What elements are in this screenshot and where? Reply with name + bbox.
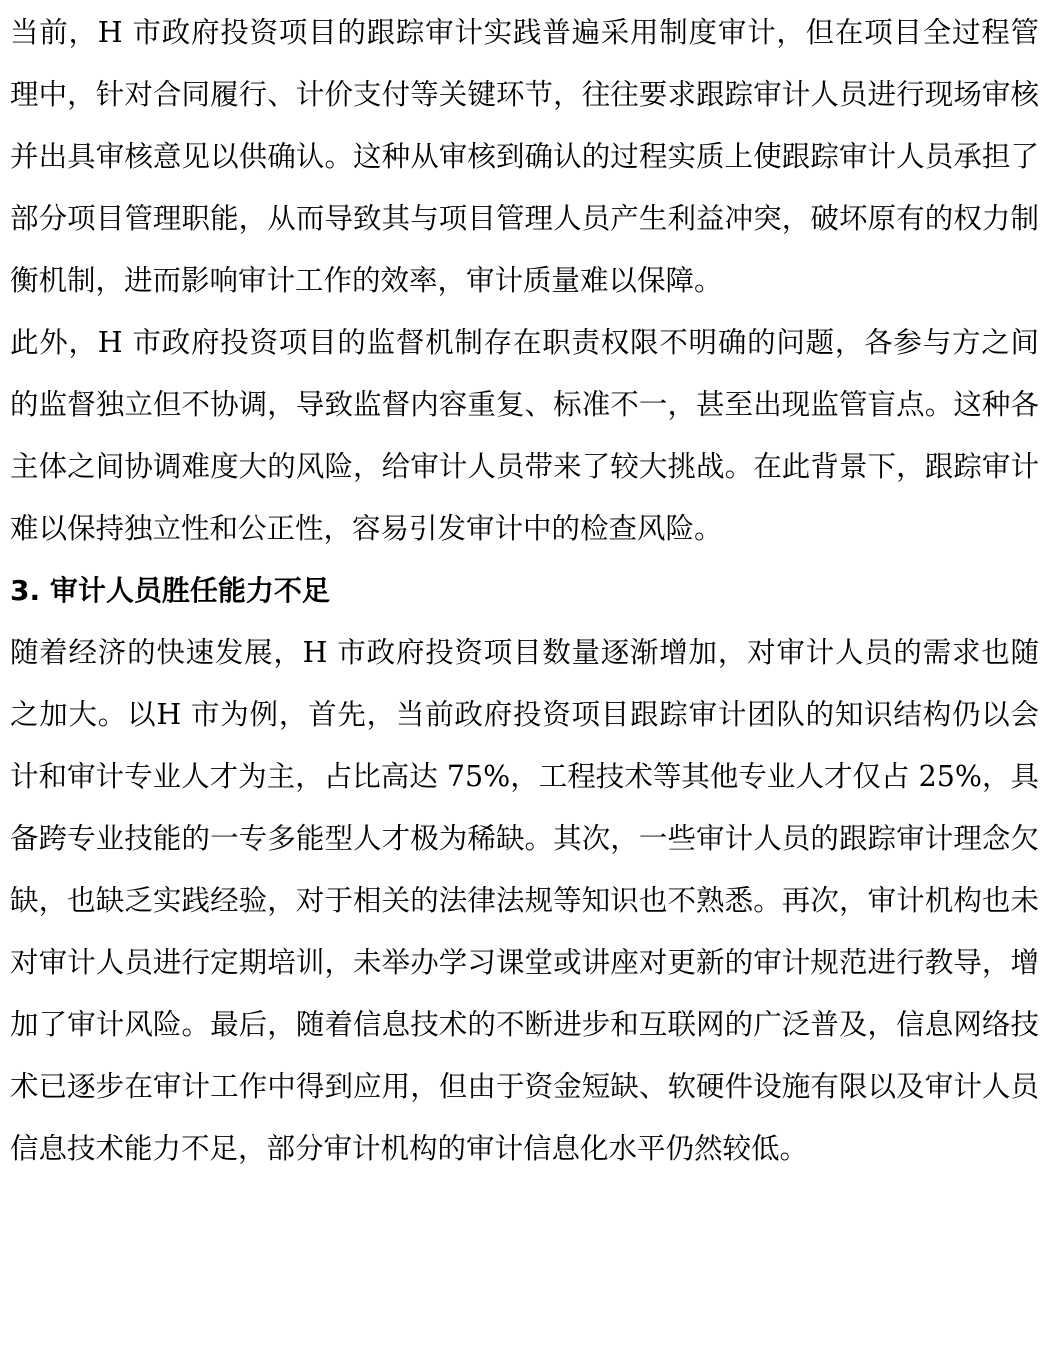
paragraph-auditor-competence: 随着经济的快速发展，H 市政府投资项目数量逐渐增加，对审计人员的需求也随之加大。以H 市为例，首先，当前政府投资项目跟踪审计团队的知识结构仍以会计和审计专业人才为主，占比高达 75%，工程技术等其他专业人才仅占 25%，具备跨专业技能的一专多能型人才极为稀缺。其次，一些审计人员的跟踪审计理念欠缺，也缺乏实践经验，对于相关的法律法规等知识也不熟悉。再次，审计机构也未对审计人员进行定期培训，未举办学习课堂或讲座对更新的审计规范进行教导，增加了审计风险。最后，随着信息技术的不断进步和互联网的广泛普及，信息网络技术已逐步在审计工作中得到应用，但由于资金短缺、软硬件设施有限以及审计人员信息技术能力不足，部分审计机构的审计信息化水平仍然较低。	[10, 636, 1039, 1165]
paragraph-supervision-mechanism: 此外，H 市政府投资项目的监督机制存在职责权限不明确的问题，各参与方之间的监督独立但不协调，导致监督内容重复、标准不一，甚至出现监管盲点。这种各主体之间协调难度大的风险，给审计人员带来了较大挑战。在此背景下，跟踪审计难以保持独立性和公正性，容易引发审计中的检查风险。	[10, 326, 1039, 545]
paragraph-tracking-audit-practice: 当前，H 市政府投资项目的跟踪审计实践普遍采用制度审计，但在项目全过程管理中，针对合同履行、计价支付等关键环节，往往要求跟踪审计人员进行现场审核并出具审核意见以供确认。这种从审核到确认的过程实质上使跟踪审计人员承担了部分项目管理职能，从而导致其与项目管理人员产生利益冲突，破坏原有的权力制衡机制，进而影响审计工作的效率，审计质量难以保障。	[10, 16, 1039, 297]
section-heading-auditor-competence: 3. 审计人员胜任能力不足	[10, 574, 330, 607]
document-body	[10, 2, 1039, 1180]
